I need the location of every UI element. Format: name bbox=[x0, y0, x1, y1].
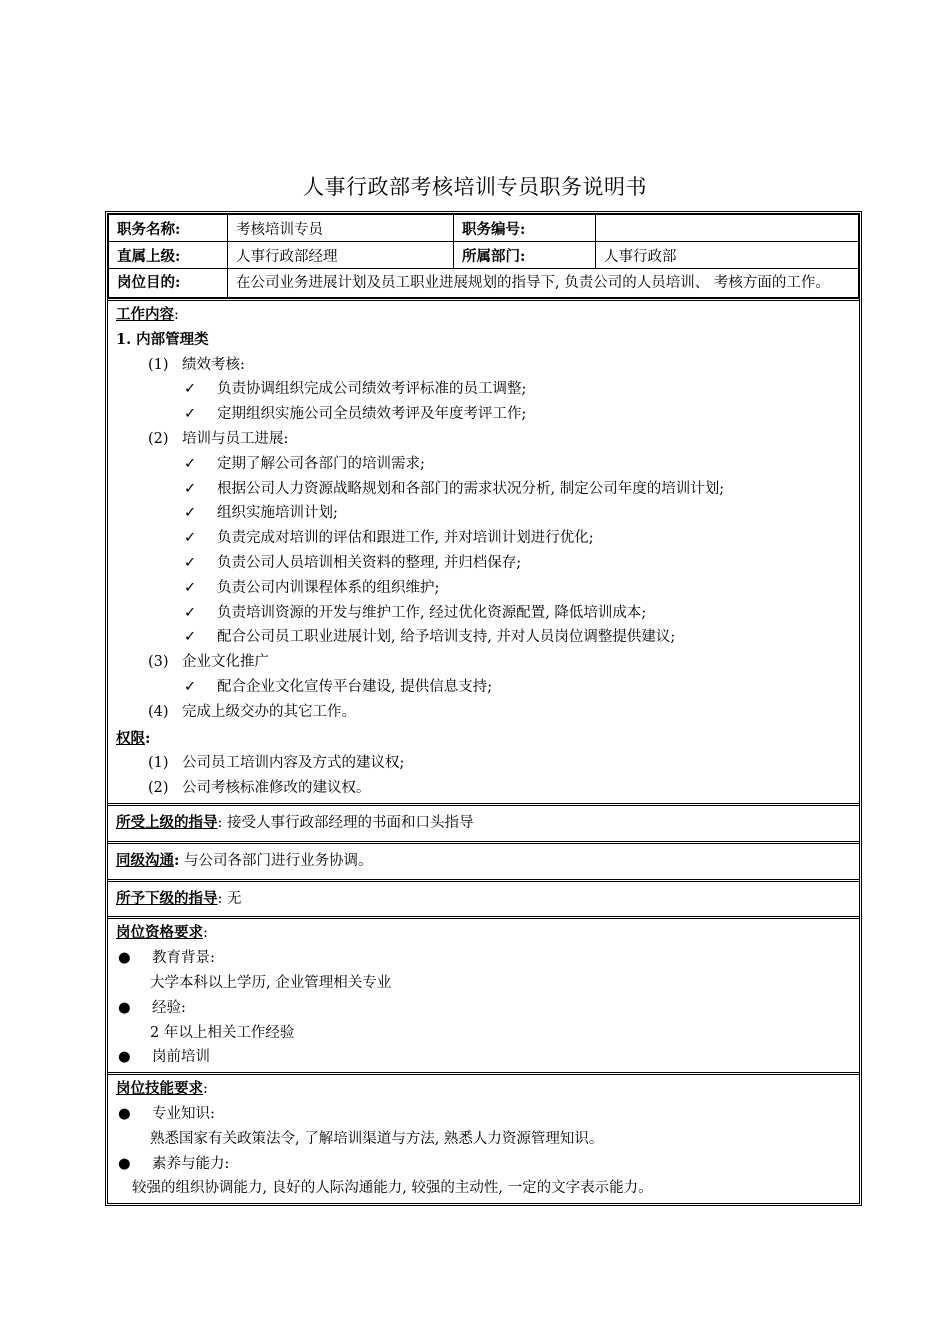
work-group bbox=[116, 700, 851, 725]
authority-heading: 权限 bbox=[116, 729, 145, 747]
job-name-value: 考核培训专员 bbox=[228, 215, 454, 242]
skills-ability-item bbox=[116, 1152, 851, 1177]
work-task-text: 定期组织实施公司全员绩效考评及年度考评工作; bbox=[217, 406, 527, 423]
work-group-title: 培训与员工进展: bbox=[182, 430, 289, 447]
bullet-icon: ● bbox=[118, 1049, 131, 1066]
superior-label: 直属上级: bbox=[109, 242, 228, 269]
work-task-item bbox=[116, 402, 851, 427]
skills-ability-detail: 较强的组织协调能力, 良好的人际沟通能力, 较强的主动性, 一定的文字表示能力。 bbox=[132, 1180, 653, 1197]
authority-number: (2) bbox=[148, 780, 169, 797]
skills-heading: 岗位技能要求 bbox=[116, 1080, 203, 1098]
peer-colon: : bbox=[174, 851, 180, 869]
bullet-icon: ● bbox=[118, 999, 131, 1016]
dept-label: 所属部门: bbox=[454, 242, 596, 269]
job-name-label: 职务名称: bbox=[109, 215, 228, 242]
subordinate-text: : 无 bbox=[217, 890, 242, 907]
skills-section bbox=[108, 1072, 859, 1203]
qualification-detail: 大学本科以上学历, 企业管理相关专业 bbox=[150, 974, 392, 991]
check-icon: ✓ bbox=[184, 579, 197, 596]
work-task-item bbox=[116, 551, 851, 576]
authority-items bbox=[116, 751, 851, 801]
work-group bbox=[116, 353, 851, 378]
check-icon: ✓ bbox=[184, 455, 197, 472]
qualification-detail: 2 年以上相关工作经验 bbox=[150, 1024, 295, 1041]
check-icon: ✓ bbox=[184, 381, 197, 398]
work-task-text: 负责公司人员培训相关资料的整理, 并归档保存; bbox=[217, 554, 522, 571]
work-task-text: 配合公司员工职业进展计划, 给予培训支持, 并对人员岗位调整提供建议; bbox=[217, 629, 676, 646]
work-task-item bbox=[116, 477, 851, 502]
superior-value: 人事行政部经理 bbox=[228, 242, 454, 269]
peer-label: 同级沟通 bbox=[116, 851, 174, 869]
qualification-section bbox=[108, 916, 859, 1072]
work-task-item bbox=[116, 576, 851, 601]
check-icon: ✓ bbox=[184, 406, 197, 423]
work-group-title: 企业文化推广 bbox=[182, 654, 269, 671]
check-icon: ✓ bbox=[184, 604, 197, 621]
qualification-colon: : bbox=[203, 925, 208, 942]
skills-ability-label: 素养与能力: bbox=[152, 1155, 230, 1172]
document-title: 人事行政部考核培训专员职务说明书 bbox=[303, 175, 647, 199]
work-group-title: 绩效考核: bbox=[182, 356, 245, 373]
skills-knowledge-label: 专业知识: bbox=[152, 1105, 215, 1122]
work-group-title: 完成上级交办的其它工作。 bbox=[182, 703, 356, 720]
header-table bbox=[108, 214, 859, 298]
work-task-item bbox=[116, 452, 851, 477]
check-icon: ✓ bbox=[184, 505, 197, 522]
guidance-section bbox=[108, 803, 859, 841]
work-heading-colon: : bbox=[174, 307, 179, 323]
work-task-text: 负责协调组织完成公司绩效考评标准的员工调整; bbox=[217, 381, 527, 398]
work-task-item bbox=[116, 601, 851, 626]
work-group-number: (2) bbox=[148, 430, 169, 447]
work-task-item bbox=[116, 526, 851, 551]
skills-knowledge-item bbox=[116, 1102, 851, 1127]
authority-text: 公司员工培训内容及方式的建议权; bbox=[182, 755, 405, 772]
authority-item bbox=[116, 776, 851, 801]
authority-number: (1) bbox=[148, 755, 169, 772]
work-group-number: (3) bbox=[148, 654, 169, 671]
job-code-value bbox=[596, 215, 859, 242]
check-icon: ✓ bbox=[184, 480, 197, 497]
work-task-item bbox=[116, 625, 851, 650]
work-groups bbox=[116, 353, 851, 725]
work-task-item bbox=[116, 675, 851, 700]
work-task-text: 配合企业文化宣传平台建设, 提供信息支持; bbox=[217, 678, 493, 695]
dept-value: 人事行政部 bbox=[596, 242, 859, 269]
subordinate-section bbox=[108, 879, 859, 917]
qualification-items bbox=[116, 946, 851, 1070]
qualification-item bbox=[116, 946, 851, 971]
work-group-number: (1) bbox=[148, 356, 169, 373]
authority-item bbox=[116, 751, 851, 776]
work-content-section bbox=[108, 298, 859, 727]
qualification-label: 教育背景: bbox=[152, 950, 215, 967]
work-task-text: 负责培训资源的开发与维护工作, 经过优化资源配置, 降低培训成本; bbox=[217, 604, 647, 621]
job-description-table bbox=[105, 211, 862, 1206]
skills-colon: : bbox=[203, 1081, 208, 1098]
authority-section bbox=[108, 727, 859, 803]
work-category: 1. 内部管理类 bbox=[116, 330, 209, 348]
work-task-text: 组织实施培训计划; bbox=[217, 505, 338, 522]
work-task-text: 负责完成对培训的评估和跟进工作, 并对培训计划进行优化; bbox=[217, 530, 594, 547]
bullet-icon: ● bbox=[118, 1155, 131, 1172]
work-task-text: 负责公司内训课程体系的组织维护; bbox=[217, 579, 440, 596]
peer-section bbox=[108, 841, 859, 879]
authority-text: 公司考核标准修改的建议权。 bbox=[182, 780, 371, 797]
work-task-item bbox=[116, 377, 851, 402]
work-group-number: (4) bbox=[148, 703, 169, 720]
peer-text: 与公司各部门进行业务协调。 bbox=[179, 852, 373, 869]
qualification-heading: 岗位资格要求 bbox=[116, 924, 203, 942]
purpose-value: 在公司业务进展计划及员工职业进展规划的指导下, 负责公司的人员培训、 考核方面的工作。 bbox=[228, 269, 859, 298]
work-group bbox=[116, 427, 851, 452]
guidance-label: 所受上级的指导 bbox=[116, 813, 218, 831]
bullet-icon: ● bbox=[118, 950, 131, 967]
purpose-label: 岗位目的: bbox=[109, 269, 228, 298]
check-icon: ✓ bbox=[184, 530, 197, 547]
qualification-label: 经验: bbox=[152, 999, 186, 1016]
work-task-text: 根据公司人力资源战略规划和各部门的需求状况分析, 制定公司年度的培训计划; bbox=[217, 480, 725, 497]
authority-colon: : bbox=[145, 729, 151, 747]
subordinate-label: 所予下级的指导 bbox=[116, 889, 218, 907]
work-task-text: 定期了解公司各部门的培训需求; bbox=[217, 455, 425, 472]
work-heading: 工作内容 bbox=[116, 306, 174, 323]
guidance-text: : 接受人事行政部经理的书面和口头指导 bbox=[217, 814, 474, 831]
work-task-item bbox=[116, 501, 851, 526]
job-code-label: 职务编号: bbox=[454, 215, 596, 242]
qualification-item bbox=[116, 996, 851, 1021]
skills-knowledge-detail: 熟悉国家有关政策法令, 了解培训渠道与方法, 熟悉人力资源管理知识。 bbox=[150, 1130, 604, 1147]
check-icon: ✓ bbox=[184, 629, 197, 646]
check-icon: ✓ bbox=[184, 554, 197, 571]
bullet-icon: ● bbox=[118, 1105, 131, 1122]
work-group bbox=[116, 650, 851, 675]
qualification-label: 岗前培训 bbox=[152, 1049, 210, 1066]
check-icon: ✓ bbox=[184, 678, 197, 695]
qualification-item bbox=[116, 1045, 851, 1070]
